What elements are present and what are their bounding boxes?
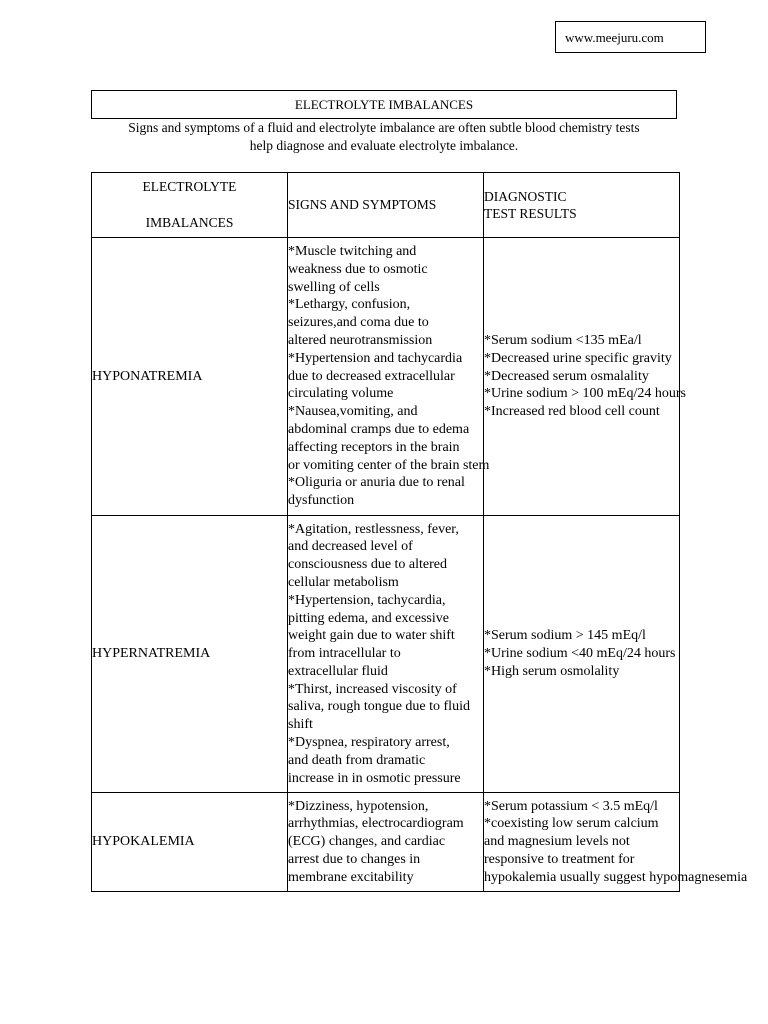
signs-cell	[288, 793, 484, 892]
cell-line: *Dyspnea, respiratory arrest,	[288, 735, 450, 751]
cell-line: dysfunction	[288, 493, 355, 509]
signs-cell	[288, 238, 490, 516]
intro-paragraph	[91, 119, 677, 155]
signs-list	[288, 243, 490, 510]
website-url: www.meejuru.com	[555, 21, 706, 53]
cell-line: altered neurotransmission	[288, 333, 433, 348]
cell-line: swelling of cells	[288, 279, 380, 295]
cell-line: *Serum potassium < 3.5 mEq/l	[484, 798, 658, 814]
cell-line: saliva, rough tongue due to fluid	[288, 699, 470, 715]
header-col1-line1: ELECTROLYTE	[142, 179, 237, 195]
header-electrolyte-imbalances	[92, 173, 288, 238]
header-col3-line1: DIAGNOSTIC	[484, 189, 567, 204]
cell-line: cellular metabolism	[288, 574, 399, 590]
tests-cell	[484, 238, 686, 516]
cell-line: *Decreased serum osmalality	[484, 368, 649, 384]
table-row	[92, 238, 680, 516]
cell-line: *Hypertension and tachycardia	[288, 350, 463, 366]
cell-line: seizures,and coma due to	[288, 315, 429, 331]
header-diagnostic-results	[484, 173, 680, 238]
cell-line: (ECG) changes, and cardiac	[288, 834, 446, 850]
cell-line: *Agitation, restlessness, fever,	[288, 521, 459, 537]
cell-line: hypokalemia usually suggest hypomagnesemia	[484, 869, 748, 885]
cell-line: *High serum osmolality	[484, 663, 620, 679]
cell-line: *Increased red blood cell count	[484, 404, 660, 420]
cell-line: pitting edema, and excessive	[288, 610, 449, 626]
cell-line: or vomiting center of the brain stem	[288, 457, 490, 473]
table-row	[92, 793, 680, 892]
header-col2: SIGNS AND SYMPTOMS	[288, 196, 437, 212]
header-col3-line2: TEST RESULTS	[484, 206, 577, 221]
signs-list	[288, 521, 483, 788]
cell-line: and death from dramatic	[288, 752, 426, 768]
cell-line: from intracellular to	[288, 646, 401, 662]
cell-line: affecting receptors in the brain	[288, 439, 460, 455]
cell-line: and decreased level of	[288, 539, 413, 555]
tests-cell	[484, 793, 748, 892]
cell-line: abdominal cramps due to edema	[288, 421, 470, 437]
cell-line: *Serum sodium <135 mEa/l	[484, 333, 642, 348]
cell-line: due to decreased extracellular	[288, 368, 455, 384]
imbalance-name: HYPERNATREMIA	[92, 516, 288, 793]
cell-line: *Lethargy, confusion,	[288, 297, 411, 313]
cell-line: shift	[288, 717, 313, 733]
table-row	[92, 516, 680, 793]
cell-line: membrane excitability	[288, 869, 414, 885]
cell-line: responsive to treatment for	[484, 851, 635, 867]
cell-line: *Nausea,vomiting, and	[288, 404, 418, 420]
cell-line: *Urine sodium > 100 mEq/24 hours	[484, 386, 686, 402]
cell-line: *Serum sodium > 145 mEq/l	[484, 628, 646, 644]
cell-line: arrhythmias, electrocardiogram	[288, 816, 464, 832]
cell-line: *Muscle twitching and	[288, 244, 417, 260]
signs-list	[288, 798, 483, 887]
signs-cell	[288, 516, 484, 793]
tests-list	[484, 627, 679, 680]
cell-line: *Oliguria or anuria due to renal	[288, 475, 465, 491]
electrolyte-table	[91, 172, 748, 892]
cell-line: extracellular fluid	[288, 663, 388, 679]
header-signs-symptoms	[288, 173, 484, 238]
cell-line: circulating volume	[288, 386, 394, 402]
cell-line: *Hypertension, tachycardia,	[288, 592, 446, 608]
intro-line: help diagnose and evaluate electrolyte imbalance.	[249, 138, 519, 153]
tests-list	[484, 798, 748, 887]
intro-line: Signs and symptoms of a fluid and electrolyte imbalance are often subtle blood chemistry tests	[128, 120, 640, 135]
cell-line: *Urine sodium <40 mEq/24 hours	[484, 646, 676, 662]
imbalance-name: HYPOKALEMIA	[92, 793, 288, 892]
cell-line: arrest due to changes in	[288, 851, 421, 867]
cell-line: weight gain due to water shift	[288, 628, 455, 644]
tests-list	[484, 332, 686, 421]
document-title: ELECTROLYTE IMBALANCES	[91, 90, 677, 119]
cell-line: increase in in osmotic pressure	[288, 770, 461, 786]
cell-line: *Thirst, increased viscosity of	[288, 681, 457, 697]
imbalance-name: HYPONATREMIA	[92, 238, 288, 516]
tests-cell	[484, 516, 680, 793]
cell-line: *coexisting low serum calcium	[484, 816, 659, 832]
cell-line: and magnesium levels not	[484, 834, 630, 850]
header-col1-line2: IMBALANCES	[145, 215, 234, 230]
cell-line: consciousness due to altered	[288, 557, 448, 573]
cell-line: weakness due to osmotic	[288, 261, 428, 277]
cell-line: *Dizziness, hypotension,	[288, 798, 429, 814]
cell-line: *Decreased urine specific gravity	[484, 350, 672, 366]
table-header-row	[92, 173, 680, 238]
